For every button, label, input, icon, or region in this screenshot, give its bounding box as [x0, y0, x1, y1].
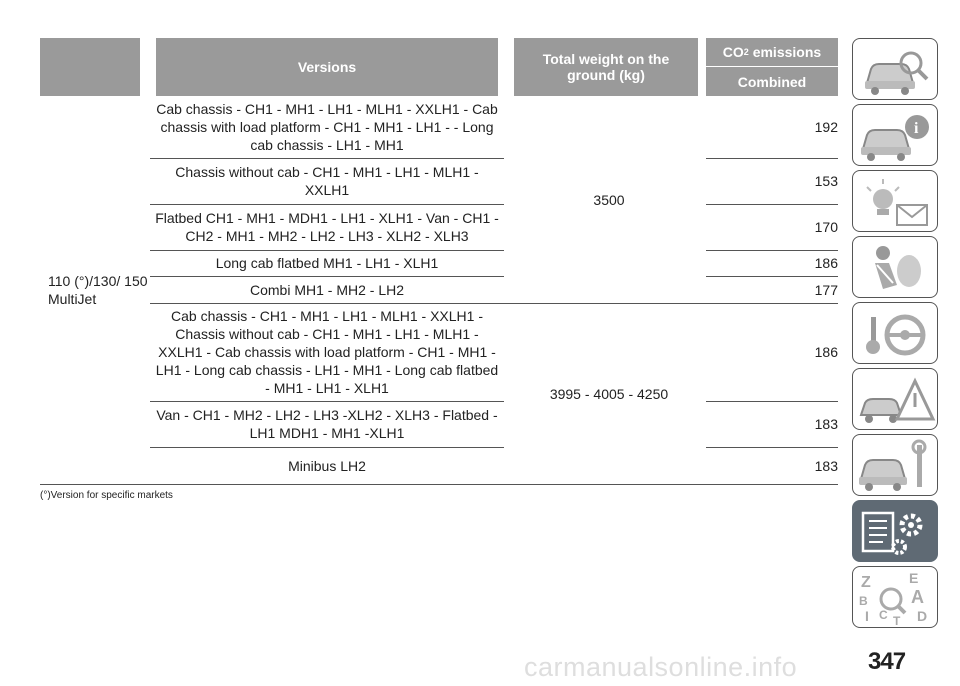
svg-text:D: D	[917, 608, 928, 624]
header-combined: Combined	[737, 73, 807, 90]
svg-text:B: B	[859, 594, 868, 608]
footnote: (°)Version for specific markets	[40, 490, 173, 501]
combined-value: 183	[814, 457, 838, 474]
row-divider	[706, 447, 838, 448]
tab-maintenance[interactable]	[852, 434, 938, 496]
tab-car-info[interactable]	[852, 104, 938, 166]
co2-subscript: 2	[743, 47, 749, 57]
svg-text:E: E	[909, 570, 919, 586]
row-divider	[706, 204, 838, 205]
weight-cell-heavy: 3995 - 4005 - 4250	[549, 385, 669, 402]
table-row: Chassis without cab - CH1 - MH1 - LH1 - MLH1 - XXLH1	[175, 164, 479, 198]
row-divider	[150, 447, 504, 448]
car-info-icon	[853, 105, 939, 167]
tab-index[interactable]	[852, 566, 938, 628]
row-divider	[150, 401, 504, 402]
svg-text:C: C	[879, 608, 888, 622]
page-number: 347	[868, 648, 906, 675]
seat-airbag-icon	[853, 237, 939, 299]
combined-value: 170	[814, 219, 838, 235]
header-versions: Versions	[156, 38, 498, 96]
header-co2	[706, 38, 838, 96]
row-divider	[706, 276, 838, 277]
header-blank	[40, 38, 140, 96]
svg-text:I: I	[865, 608, 869, 624]
header-weight: Total weight on the ground (kg)	[514, 38, 698, 96]
co2-prefix: CO	[722, 44, 744, 60]
tab-car-search[interactable]	[852, 38, 938, 100]
combined-value: 186	[814, 255, 838, 271]
tab-warning-lights[interactable]	[852, 170, 938, 232]
tab-starting-driving[interactable]	[852, 302, 938, 364]
technical-data-gear-icon	[853, 501, 939, 563]
warning-light-message-icon	[853, 171, 939, 233]
engine-cell: 110 (°)/130/ 150 MultiJet	[48, 273, 148, 307]
alphabetical-index-icon	[853, 567, 939, 629]
car-breakdown-warning-icon	[853, 369, 939, 431]
tab-emergency[interactable]	[852, 368, 938, 430]
header-co2-emissions	[706, 38, 838, 67]
row-divider	[150, 204, 504, 205]
table-row: Long cab flatbed MH1 - LH1 - XLH1	[215, 255, 439, 271]
watermark: carmanualsonline.info	[524, 652, 798, 682]
table-row: Van - CH1 - MH2 - LH2 - LH3 -XLH2 - XLH3 - Flatbed - LH1 MDH1 - MH1 -XLH1	[156, 407, 498, 441]
table-row: Cab chassis - CH1 - MH1 - LH1 - MLH1 - XXLH1 - Chassis without cab - CH1 - MH1 - LH1 - MLH1 - XXLH1 - Cab chassis with load platform - CH1 - MH1 - LH1 - Long cab chassis - LH1 - MH1 - Long cab flatbed - MH1 - LH1 - XLH1	[155, 308, 499, 396]
row-divider	[706, 250, 838, 251]
table-row: Minibus LH2	[288, 457, 366, 474]
row-divider	[150, 303, 838, 304]
combined-value: 153	[814, 173, 838, 189]
table-bottom-border	[40, 484, 838, 485]
table-row: Cab chassis - CH1 - MH1 - LH1 - MLH1 - XXLH1 - Cab chassis with load platform - CH1 - MH1 - LH1 - - Long cab chassis - LH1 - MH1	[156, 101, 498, 153]
row-divider	[150, 158, 504, 159]
svg-text:T: T	[893, 614, 901, 628]
car-maintenance-tools-icon	[853, 435, 939, 497]
row-divider	[706, 158, 838, 159]
row-divider	[706, 401, 838, 402]
combined-value: 186	[814, 344, 838, 360]
row-divider	[150, 250, 504, 251]
svg-text:Z: Z	[861, 574, 871, 591]
combined-value: 183	[814, 416, 838, 432]
co2-suffix: emissions	[748, 44, 822, 60]
table-row: Flatbed CH1 - MH1 - MDH1 - LH1 - XLH1 - Van - CH1 - CH2 - MH1 - MH2 - LH2 - LH3 - XLH2 - XLH3	[155, 210, 499, 244]
row-divider	[150, 276, 504, 277]
tab-seat-safety[interactable]	[852, 236, 938, 298]
svg-text:A: A	[911, 587, 924, 607]
combined-value: 177	[814, 281, 838, 298]
table-row: Combi MH1 - MH2 - LH2	[249, 281, 405, 298]
weight-cell-3500: 3500	[593, 191, 625, 208]
tab-technical-data[interactable]	[852, 500, 938, 562]
car-search-icon	[853, 39, 939, 101]
combined-value: 192	[814, 119, 838, 135]
svg-text:i: i	[914, 120, 919, 137]
key-steering-wheel-icon	[853, 303, 939, 365]
